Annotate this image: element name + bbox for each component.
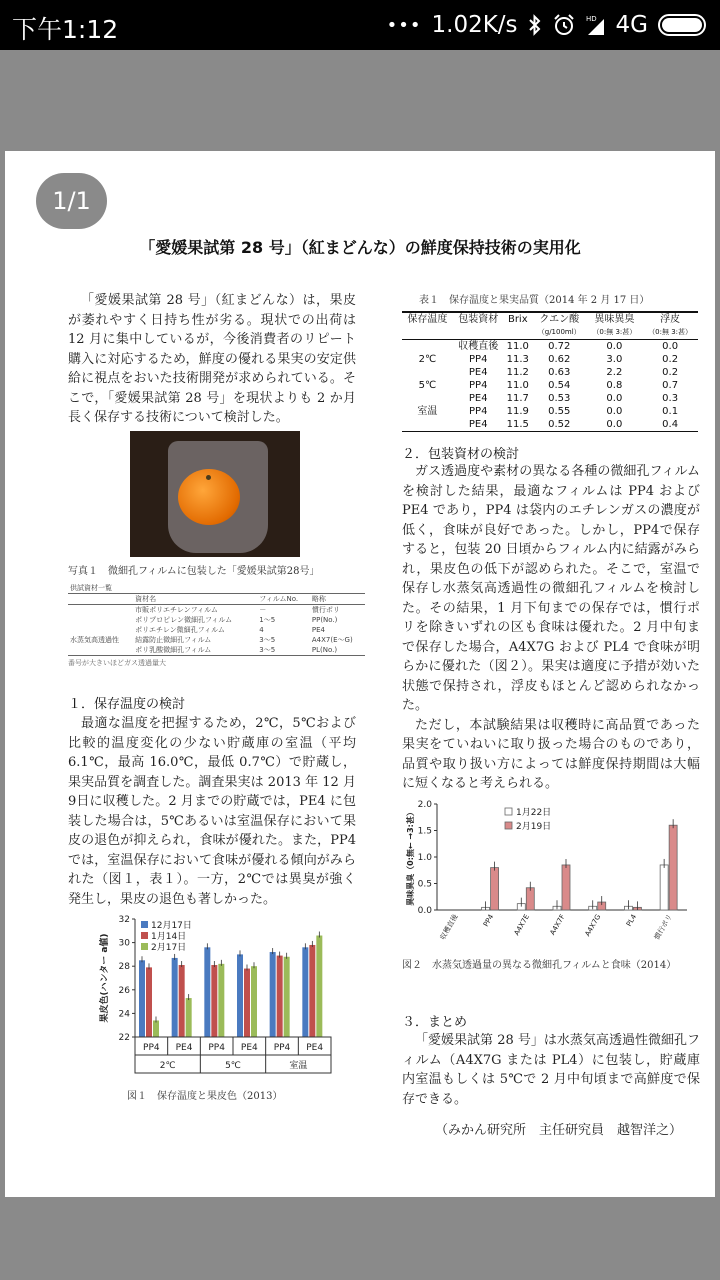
notification-dots-icon: ••• <box>386 14 422 36</box>
category-label: 慣行ポリ <box>652 913 674 942</box>
svg-text:HD: HD <box>585 15 597 23</box>
bar <box>172 958 178 1037</box>
bar <box>139 960 145 1037</box>
category-label: PP4 <box>143 1043 160 1053</box>
t1-cell: 11.2 <box>506 367 529 378</box>
category-label: PP4 <box>273 1043 291 1053</box>
category-label: PE4 <box>306 1043 324 1053</box>
bar <box>284 957 290 1037</box>
t1-cell: 室温 <box>417 406 438 417</box>
y-tick-label: 30 <box>118 938 130 949</box>
bar <box>270 952 276 1037</box>
group-label: 室温 <box>289 1061 308 1071</box>
t1-header: Brix <box>504 312 532 326</box>
mini-cell <box>68 625 133 635</box>
bar <box>277 956 283 1037</box>
photo-caption: 写真１ 微細孔フィルムに包装した「愛媛果試第28号」 <box>68 566 320 577</box>
mini-cell: ポリプロピレン微細孔フィルム <box>135 616 233 624</box>
t1-cell: 0.62 <box>548 354 571 365</box>
legend-label: 1月14日 <box>151 932 187 942</box>
y-axis-label: 異味異臭（0:無← →3:甚） <box>406 808 415 906</box>
status-indicators <box>387 10 706 40</box>
t1-cell: 2.2 <box>606 367 623 378</box>
y-tick-label: 0.0 <box>417 906 432 916</box>
t1-cell: 0.54 <box>548 380 571 391</box>
category-label: PE4 <box>175 1043 193 1053</box>
alarm-icon <box>552 13 576 37</box>
group-label: 5℃ <box>225 1061 241 1071</box>
t1-cell: 0.0 <box>606 406 623 417</box>
fruit-stem <box>206 475 211 480</box>
section3-text: 「愛媛果試第 28 号」は水蒸気高透過性微細孔フィルム（A4X7G または PL4）に包装し，貯蔵庫内室温もしくは 5℃で 2 月中旬頃まで高鮮度で保存できる。 <box>402 1033 700 1107</box>
intro-paragraph: 「愛媛果試第 28 号」（紅まどんな）は，果皮が萎れやすく日持ち性が劣る。現状での出荷は 12 月に集中しているが，今後消費者のリピート購入に対応するため，鮮度の優れる果実の安定供給に視点をおいた技術開発が求められている。そこで，「愛媛果試第 28 号」を現状よりも 2 か月長く保存する技術について検討した。 <box>68 293 356 425</box>
mini-header: 資材名 <box>133 594 257 605</box>
mini-cell: A4X7(E～G) <box>311 636 353 644</box>
t1-cell: 0.63 <box>548 367 571 378</box>
mini-cell: 水蒸気高透過性 <box>70 636 119 644</box>
t1-cell: 11.3 <box>506 354 529 365</box>
mini-cell: － <box>259 606 267 614</box>
t1-cell: 2℃ <box>418 354 437 365</box>
y-axis-label: 果皮色(ハンター a値) <box>100 933 110 1023</box>
mini-cell: ポリエチレン微細孔フィルム <box>135 626 225 634</box>
materials-table-title: 供試資材一覧 <box>70 584 112 592</box>
t1-cell: 0.8 <box>606 380 623 391</box>
t1-unit: （g/100ml） <box>532 326 587 340</box>
mini-cell <box>68 645 133 656</box>
bar <box>309 945 315 1037</box>
mini-cell: PP(No.) <box>311 616 338 624</box>
section1-text: 最適な温度を把握するため，2℃，5℃および比較的温度変化の少ない貯蔵庫の室温（平均 6.1℃，最高 16.0℃，最低 0.7℃）で貯蔵し，果実品質を調査した。調査果実は 2013 年 12 月 9日に収穫した。2 月までの貯蔵では，PE4 に包装した場合は，5℃あるいは室温保存において果皮の退色が抑えられ，食味が優れた。また，PP4では，室温保存において食味が優れる傾向がみられた（図１，表１）。一方，2℃では異臭が強く発生し，果皮の退色も著しかった。 <box>68 716 356 907</box>
mini-cell: PL(No.) <box>310 645 365 656</box>
status-time: 下午1:12 <box>12 15 119 44</box>
status-bar <box>0 0 720 50</box>
y-tick-label: 22 <box>118 1033 130 1043</box>
t1-cell: 5℃ <box>418 380 437 391</box>
fig1-caption: 図１ 保存温度と果皮色（2013） <box>127 1091 283 1102</box>
network-type: 4G <box>615 12 648 38</box>
network-speed: 1.02K/s <box>431 12 518 38</box>
fig2-caption: 図２ 水蒸気透過量の異なる微細孔フィルムと食味（2014） <box>402 960 677 971</box>
materials-table <box>68 583 365 656</box>
fig1-bar-chart <box>97 911 337 1086</box>
legend-label: 2月17日 <box>151 943 187 953</box>
t1-cell: 0.7 <box>662 380 679 391</box>
mini-cell: 3～5 <box>257 645 310 656</box>
t1-cell: 3.0 <box>606 354 623 365</box>
mini-cell: 市販ポリエチレンフィルム <box>135 606 218 614</box>
t1-header: 異味異臭 <box>587 312 643 326</box>
bar <box>244 969 250 1037</box>
page-indicator: 1/1 <box>36 173 107 229</box>
bar <box>562 865 570 910</box>
bar <box>153 1020 159 1037</box>
legend-label: 2月19日 <box>516 822 552 832</box>
bluetooth-icon <box>528 14 542 36</box>
bar <box>302 947 308 1037</box>
t1-cell: PP4 <box>469 406 488 417</box>
t1-cell: 0.2 <box>662 367 679 378</box>
viewer-top-margin <box>0 50 720 151</box>
bar <box>237 954 243 1037</box>
section2-para1: ガス透過度や素材の異なる各種の微細孔フィルムを検討した結果，最適なフィルムは PP4 および PE4 であり，PP4 は袋内のエチレンガスの濃度が低く，食味が良好であった。しかし，PP4で保存すると，包装 20 日頃からフィルム内に結露がみられ，果皮色の低下が認められた。そこで，室温で保存し水蒸気高透過性の微細孔フィルムを検討した。その結果，1 月下旬までの保存では，慣行ポリを除きいずれの区も食味は優れた。2 月中旬まで保存した場合，A4X7G および PL4 で食味が明らかに優れた（図２）。果実は適度に予措が効いた状態で保持され，浮皮もほとんど認められなかった。 <box>402 464 700 713</box>
category-label: A4X7G <box>583 913 603 938</box>
section1-heading: １．保存温度の検討 <box>68 697 186 712</box>
bar <box>491 868 499 910</box>
viewer-bottom-margin <box>0 1197 720 1280</box>
t1-cell: 0.2 <box>662 354 679 365</box>
author-signature: （みかん研究所 主任研究員 越智洋之） <box>435 1123 683 1138</box>
t1-cell <box>402 366 453 379</box>
bar <box>526 888 534 910</box>
battery-icon <box>658 14 706 36</box>
y-tick-label: 24 <box>118 1009 130 1020</box>
bar <box>316 936 322 1037</box>
t1-cell: 11.0 <box>506 341 529 352</box>
t1-cell: PE4 <box>453 418 504 432</box>
mini-cell: 4 <box>259 626 264 634</box>
table1-caption: 表１ 保存温度と果実品質（2014 年 2 月 17 日） <box>419 295 650 306</box>
category-label: PE4 <box>240 1043 258 1053</box>
y-tick-label: 26 <box>118 985 130 996</box>
legend-swatch <box>141 943 148 950</box>
y-tick-label: 1.0 <box>417 853 432 863</box>
group-label: 2℃ <box>159 1061 176 1071</box>
t1-cell: 11.5 <box>504 418 532 432</box>
t1-cell: 収穫直後 <box>458 341 499 352</box>
t1-header: 包装資材 <box>453 312 504 326</box>
section2-heading: ２．包装資材の検討 <box>402 447 520 462</box>
mini-cell: 3～5 <box>259 636 276 644</box>
bar <box>669 825 677 910</box>
t1-cell: 0.4 <box>642 418 698 432</box>
legend-swatch <box>141 921 148 928</box>
legend-swatch <box>141 932 148 939</box>
mini-cell: ポリ乳酸微細孔フィルム <box>133 645 257 656</box>
signal-icon <box>586 14 606 36</box>
y-tick-label: 2.0 <box>417 800 432 810</box>
document-title: 「愛媛果試第 28 号」（紅まどんな）の鮮度保持技術の実用化 <box>139 238 581 257</box>
legend-swatch <box>505 808 512 815</box>
document-page[interactable] <box>5 151 715 1197</box>
t1-cell: 0.52 <box>532 418 587 432</box>
fig2-bar-chart <box>403 796 695 946</box>
t1-cell: 0.53 <box>548 393 571 404</box>
t1-cell: PE4 <box>468 393 488 404</box>
t1-cell: 11.7 <box>506 393 529 404</box>
t1-unit: （0:無 3:甚） <box>642 326 698 340</box>
bar <box>186 998 192 1037</box>
bar <box>218 964 224 1037</box>
bar <box>211 965 217 1037</box>
bar <box>660 865 668 910</box>
category-label: A4X7E <box>512 913 532 937</box>
t1-unit: （0:無 3:甚） <box>587 326 643 340</box>
t1-cell: 0.55 <box>548 406 571 417</box>
section2-text <box>402 462 700 794</box>
mini-cell <box>68 615 133 625</box>
t1-cell: 0.0 <box>606 393 623 404</box>
category-label: PP4 <box>481 913 496 929</box>
t1-cell <box>402 392 453 405</box>
t1-cell: 0.0 <box>606 341 623 352</box>
t1-cell: 0.0 <box>662 341 679 352</box>
y-tick-label: 1.5 <box>417 826 432 837</box>
category-label: 収穫直後 <box>438 913 460 942</box>
t1-cell: 11.0 <box>506 380 529 391</box>
mini-header <box>68 594 133 605</box>
mini-cell: 1～5 <box>259 616 276 624</box>
bar <box>179 965 185 1037</box>
legend-swatch <box>505 822 512 829</box>
category-label: PP4 <box>208 1043 225 1053</box>
y-tick-label: 0.5 <box>417 879 432 890</box>
category-label: PL4 <box>624 913 639 928</box>
t1-cell <box>402 340 453 354</box>
mandarin-photo <box>130 431 300 557</box>
t1-header: 浮皮 <box>642 312 698 326</box>
t1-cell: PP4 <box>469 354 488 365</box>
t1-cell: 0.0 <box>587 418 643 432</box>
t1-header: クエン酸 <box>532 312 587 326</box>
t1-cell <box>402 418 453 432</box>
mini-header: 略称 <box>310 594 365 605</box>
mini-cell: 慣行ポリ <box>311 606 340 614</box>
quality-table <box>402 311 698 432</box>
bar <box>204 947 210 1037</box>
t1-cell: PP4 <box>469 380 488 391</box>
t1-cell: PE4 <box>468 367 488 378</box>
legend-label: 1月22日 <box>516 808 552 818</box>
t1-header: 保存温度 <box>402 312 453 326</box>
mini-header: フィルムNo. <box>257 594 310 605</box>
materials-note: 番号が大きいほどガス透過量大 <box>68 659 166 667</box>
legend-label: 12月17日 <box>151 921 192 931</box>
section3-heading: ３．まとめ <box>402 1015 468 1030</box>
mini-cell: PE4 <box>311 626 325 634</box>
category-label: A4X7F <box>548 913 567 937</box>
y-tick-label: 32 <box>118 915 130 925</box>
t1-cell: 0.3 <box>662 393 679 404</box>
t1-cell: 0.1 <box>662 406 679 417</box>
mini-cell <box>68 605 133 616</box>
section2-para2: ただし，本試験結果は収穫時に高品質であった果実をていねいに取り扱った場合のものであり，品質や取り扱い方によっては鮮度保持期間は大幅に短くなると考えられる。 <box>402 717 700 791</box>
t1-cell: 0.72 <box>548 341 571 352</box>
bar <box>251 966 257 1037</box>
mini-cell: 結露防止微細孔フィルム <box>135 636 212 644</box>
t1-cell: 11.9 <box>506 406 529 417</box>
y-tick-label: 28 <box>118 962 130 973</box>
bar <box>146 967 152 1037</box>
